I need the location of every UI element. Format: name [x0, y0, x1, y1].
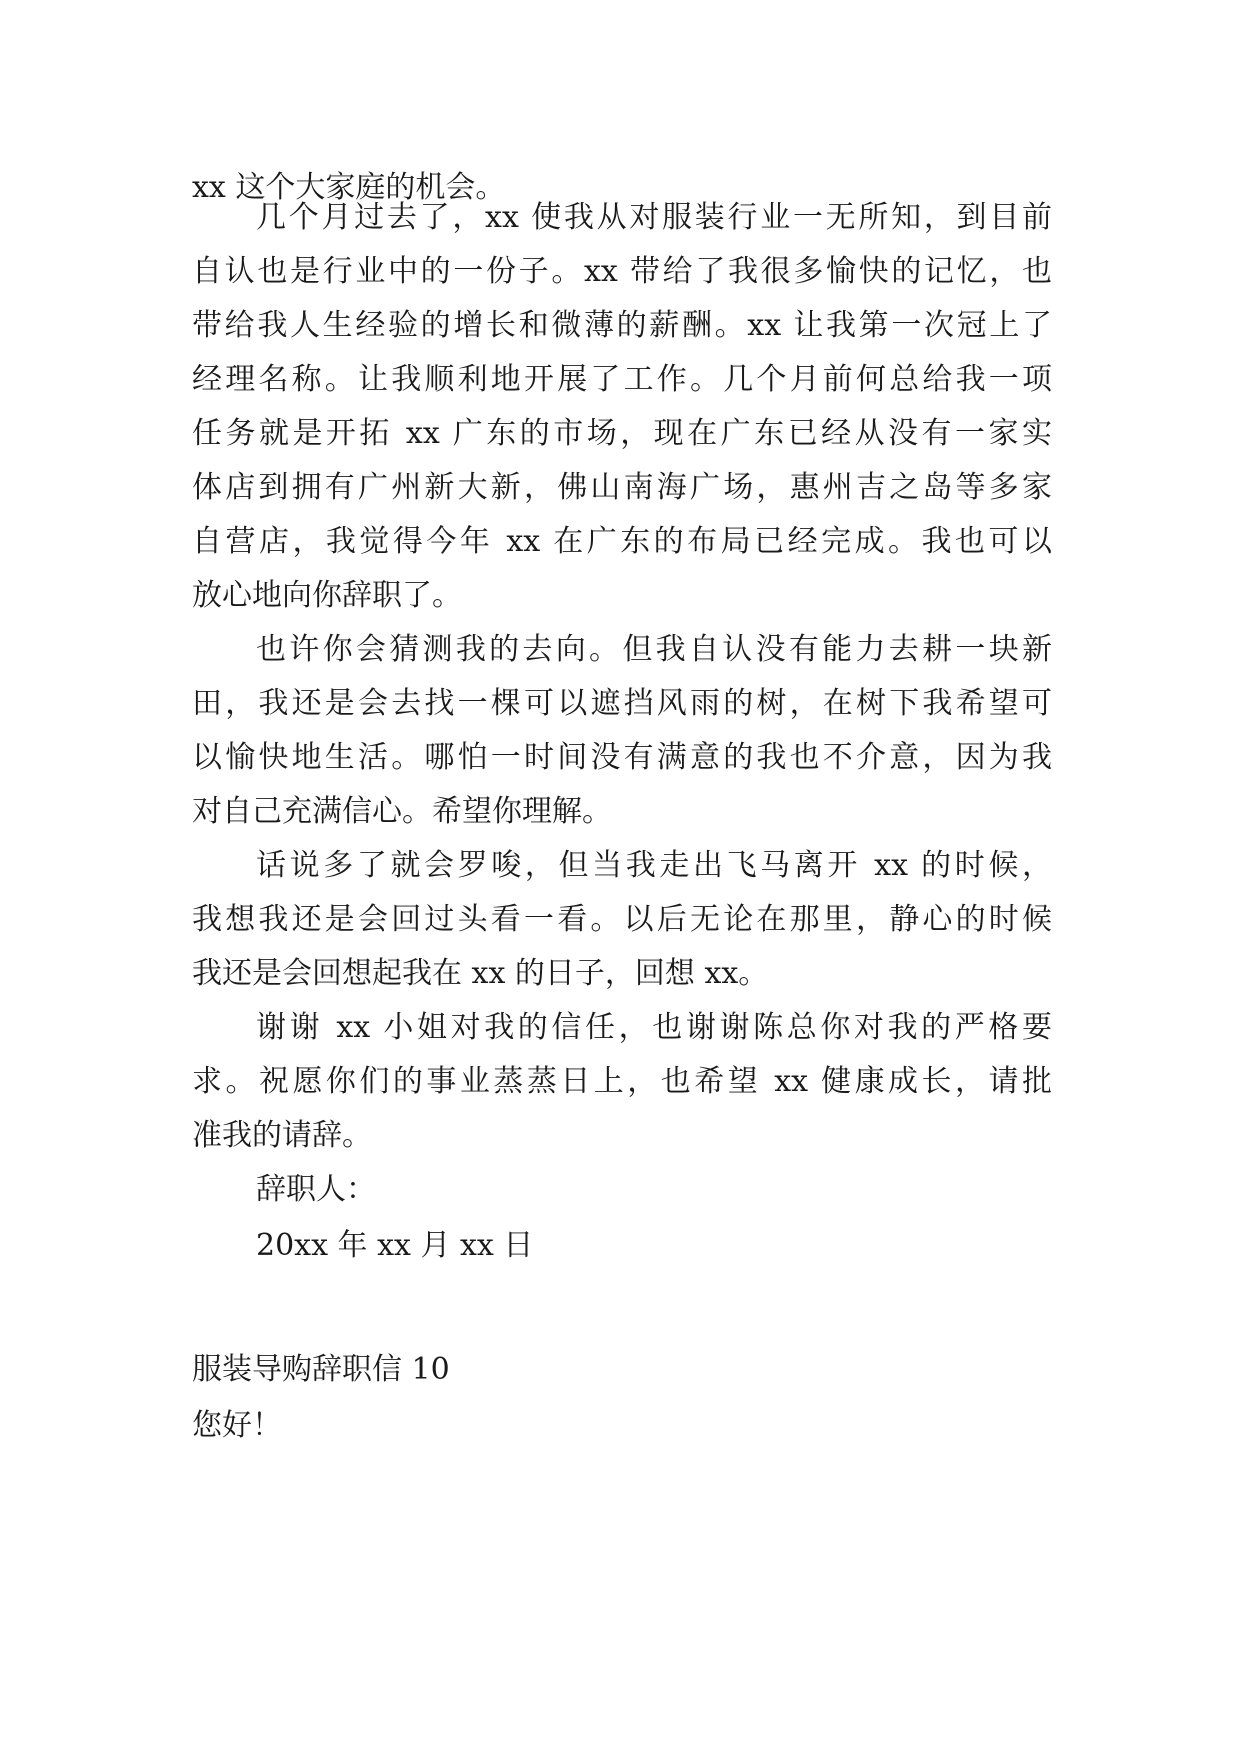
section-title: 服装导购辞职信 10: [192, 1352, 450, 1387]
paragraph-line: 经理名称。让我顺利地开展了工作。几个月前何总给我一项: [192, 362, 1052, 397]
paragraph-line: 求。祝愿你们的事业蒸蒸日上，也希望 xx 健康成长，请批: [192, 1064, 1052, 1099]
paragraph-line: 对自己充满信心。希望你理解。: [192, 794, 612, 829]
paragraph-line: 自认也是行业中的一份子。xx 带给了我很多愉快的记忆，也: [192, 254, 1052, 289]
signature-label: 辞职人：: [256, 1172, 376, 1207]
paragraph-line: 任务就是开拓 xx 广东的市场，现在广东已经从没有一家实: [192, 416, 1052, 451]
paragraph-line: 自营店，我觉得今年 xx 在广东的布局已经完成。我也可以: [192, 524, 1052, 559]
paragraph-line: 我还是会回想起我在 xx 的日子，回想 xx。: [192, 956, 769, 991]
paragraph-line: 田，我还是会去找一棵可以遮挡风雨的树，在树下我希望可: [192, 686, 1052, 721]
paragraph-line: 带给我人生经验的增长和微薄的薪酬。xx 让我第一次冠上了: [192, 308, 1052, 343]
date-line: 20xx 年 xx 月 xx 日: [256, 1228, 534, 1263]
greeting: 您好！: [192, 1408, 282, 1443]
paragraph-line: 谢谢 xx 小姐对我的信任，也谢谢陈总你对我的严格要: [256, 1010, 1052, 1045]
paragraph-line: 话说多了就会罗唆，但当我走出飞马离开 xx 的时候，: [256, 848, 1052, 883]
paragraph-line: 也许你会猜测我的去向。但我自认没有能力去耕一块新: [256, 632, 1052, 667]
paragraph-line: xx 这个大家庭的机会。: [192, 170, 506, 205]
paragraph-line: 放心地向你辞职了。: [192, 578, 462, 613]
paragraph-line: 几个月过去了，xx 使我从对服装行业一无所知，到目前: [256, 200, 1052, 235]
paragraph-line: 准我的请辞。: [192, 1118, 372, 1153]
paragraph-line: 以愉快地生活。哪怕一时间没有满意的我也不介意，因为我: [192, 740, 1052, 775]
paragraph-line: 体店到拥有广州新大新，佛山南海广场，惠州吉之岛等多家: [192, 470, 1052, 505]
paragraph-line: 我想我还是会回过头看一看。以后无论在那里，静心的时候: [192, 902, 1052, 937]
